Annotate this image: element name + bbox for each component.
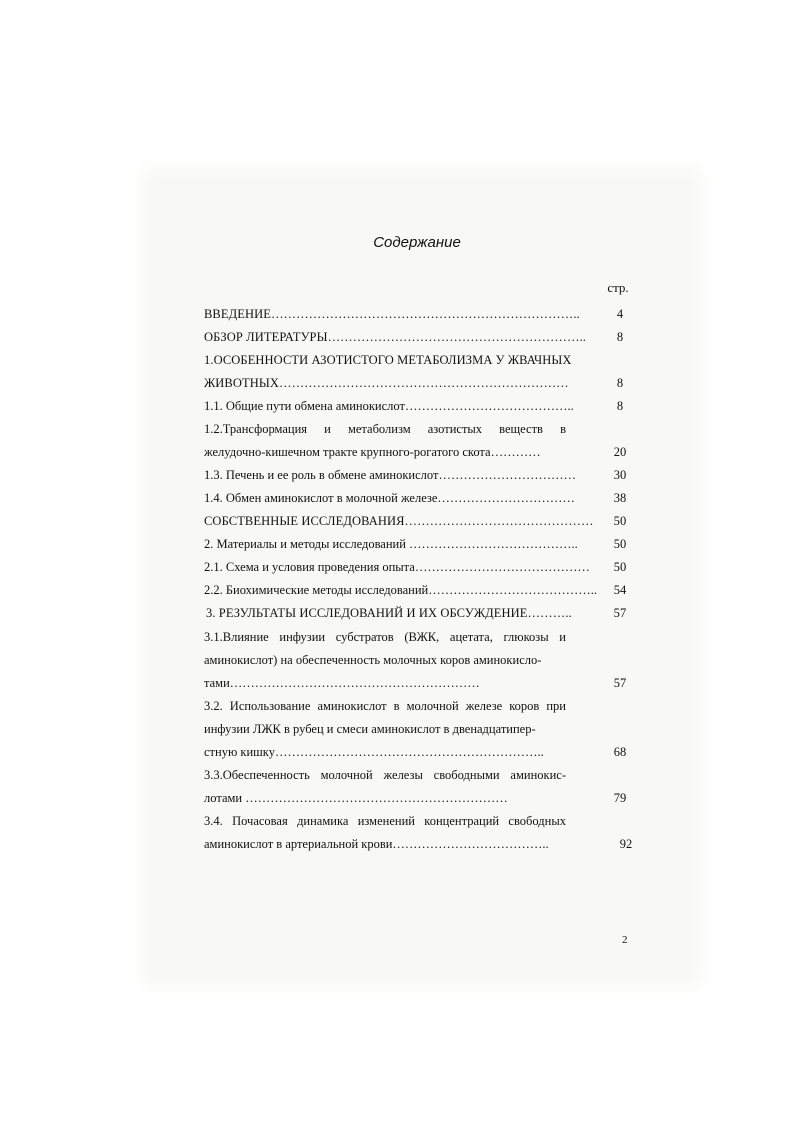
toc-entry-page: 38	[613, 491, 627, 505]
toc-entry-page: 54	[613, 583, 627, 597]
toc-entry-3-2-end	[204, 741, 640, 764]
toc-entry-text: аминокислот в артериальной крови………………………………..	[204, 837, 549, 851]
toc-entry-text: 1.2.Трансформация и метаболизм азотистых веществ в	[204, 422, 566, 436]
toc-entry-3-2	[204, 695, 640, 718]
toc-entry-2	[204, 533, 640, 556]
toc-entry-page: 50	[613, 560, 627, 574]
toc-entry-1-2	[204, 418, 640, 441]
toc-entry-text: 2.1. Схема и условия проведения опыта……………………………………	[204, 560, 590, 574]
toc-entry-text: ВВЕДЕНИЕ………………………………………………………………..	[204, 307, 580, 321]
toc-entry-text: ЖИВОТНЫХ……………………………………………………………	[204, 376, 569, 390]
page-column-header: стр.	[607, 280, 629, 295]
toc-entry-page: 20	[613, 445, 627, 459]
toc-entry-text: желудочно-кишечном тракте крупного-рогатого скота…………	[204, 445, 541, 459]
toc-entry-1-1	[204, 395, 640, 418]
toc-entry-2-2	[204, 579, 640, 602]
toc-entry-text: 1.4. Обмен аминокислот в молочной железе……………………………	[204, 491, 575, 505]
toc-entry-chapter-3	[206, 602, 642, 625]
toc-entry-text: 2.2. Биохимические методы исследований…………………………………..	[204, 583, 597, 597]
page-title: Содержание	[373, 234, 461, 251]
toc-entry-text: 3.2. Использование аминокислот в молочной железе коров при	[204, 699, 566, 713]
toc-entry-text: тами……………………………………………………	[204, 676, 480, 690]
toc-entry-page: 92	[619, 837, 633, 851]
toc-entry-text: аминокислот) на обеспеченность молочных коров аминокисло-	[204, 653, 542, 667]
toc-entry-3-4	[204, 810, 640, 833]
toc-entry-page: 57	[613, 676, 627, 690]
toc-entry-page: 79	[613, 791, 627, 805]
toc-entry-introduction	[204, 303, 640, 326]
toc-entry-3-3	[204, 764, 640, 787]
toc-entry-page: 8	[616, 330, 624, 344]
toc-entry-text: лотами ………………………………………………………	[204, 791, 508, 805]
toc-entry-3-1-end	[204, 672, 640, 695]
toc-entry-text: 3.1.Влияние инфузии субстратов (ВЖК, ацетата, глюкозы и	[204, 630, 566, 644]
toc-entry-3-2-cont	[204, 718, 640, 741]
toc-entry-3-3-end	[204, 787, 640, 810]
toc-entry-text: инфузии ЛЖК в рубец и смеси аминокислот в двенадцатипер-	[204, 722, 536, 736]
toc-entry-text: 3.4. Почасовая динамика изменений концентраций свободных	[204, 814, 566, 828]
toc-entry-text: 1.1. Общие пути обмена аминокислот…………………………………..	[204, 399, 574, 413]
toc-entry-page: 8	[616, 399, 624, 413]
toc-entry-1-4	[204, 487, 640, 510]
toc-entry-1-3	[204, 464, 640, 487]
toc-entry-3-4-end	[204, 833, 640, 856]
toc-entry-page: 50	[613, 537, 627, 551]
toc-entry-page: 4	[616, 307, 624, 321]
toc-entry-text: ОБЗОР ЛИТЕРАТУРЫ……………………………………………………..	[204, 330, 587, 344]
toc-entry-text: 3. РЕЗУЛЬТАТЫ ИССЛЕДОВАНИЙ И ИХ ОБСУЖДЕНИЕ………..	[206, 606, 572, 620]
toc-entry-3-1-cont	[204, 649, 640, 672]
toc-entry-text: 3.3.Обеспеченность молочной железы свободными аминокис-	[204, 768, 566, 782]
toc-entry-page: 8	[616, 376, 624, 390]
toc-entry-text: СОБСТВЕННЫЕ ИССЛЕДОВАНИЯ………………………………………	[204, 514, 594, 528]
toc-entry-text: 1.3. Печень и ее роль в обмене аминокислот……………………………	[204, 468, 576, 482]
toc-entry-text: 1.ОСОБЕННОСТИ АЗОТИСТОГО МЕТАБОЛИЗМА У ЖВАЧНЫХ	[204, 353, 572, 367]
toc-entry-text: 2. Материалы и методы исследований …………………………………..	[204, 537, 578, 551]
toc-entry-own-research	[204, 510, 640, 533]
page-number: 2	[622, 934, 628, 946]
toc-entry-page: 30	[613, 468, 627, 482]
toc-entry-text: стную кишку………………………………………………………..	[204, 745, 544, 759]
toc-entry-literature-review	[204, 326, 640, 349]
toc-entry-chapter-1-cont	[204, 372, 640, 395]
toc-entry-page: 50	[613, 514, 627, 528]
toc-entry-chapter-1	[204, 349, 640, 372]
toc-entry-3-1	[204, 626, 640, 649]
toc-entry-1-2-cont	[204, 441, 640, 464]
toc-entry-page: 68	[613, 745, 627, 759]
toc-entry-page: 57	[613, 606, 627, 620]
toc-entry-2-1	[204, 556, 640, 579]
